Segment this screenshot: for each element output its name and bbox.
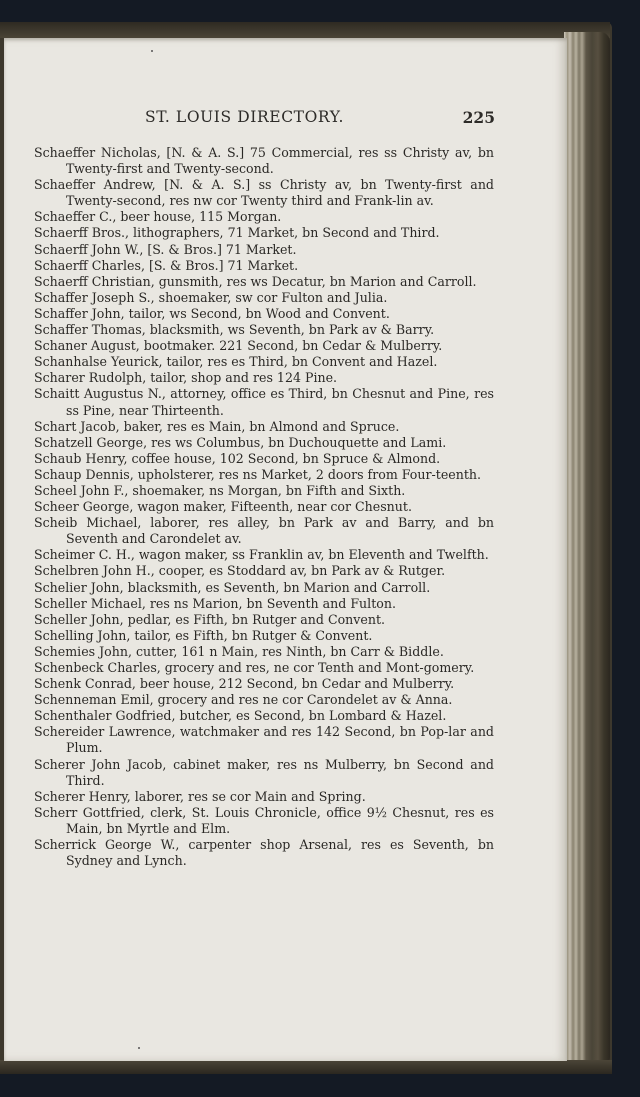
directory-entry: Scheib Michael, laborer, res alley, bn Park av and Barry, and bn Seventh and Carondelet av. (34, 515, 494, 547)
directory-entry: Schenbeck Charles, grocery and res, ne cor Tenth and Mont-gomery. (34, 660, 475, 675)
directory-entry: Schaerff Charles, [S. & Bros.] 71 Market. (34, 257, 299, 273)
directory-entry: Schereider Lawrence, watchmaker and res 142 Second, bn Pop-lar and Plum. (34, 724, 494, 756)
cover-bottom-edge (0, 1060, 612, 1074)
directory-entry: Schaerff Christian, gunsmith, res ws Decatur, bn Marion and Carroll. (34, 273, 477, 289)
directory-entry: Schenk Conrad, beer house, 212 Second, bn Cedar and Mulberry. (34, 676, 455, 692)
directory-entry: Schatzell George, res ws Columbus, bn Duchouquette and Lami. (34, 434, 447, 450)
directory-entry: Scherr Gottfried, clerk, St. Louis Chronicle, office 9½ Chesnut, res es Main, bn Myrtle and Elm. (34, 804, 494, 836)
directory-entry: Schaeffer C., beer house, 115 Morgan. (34, 209, 282, 225)
directory-entry: Schelling John, tailor, es Fifth, bn Rutger & Convent. (34, 627, 373, 643)
directory-entry: Schaerff Bros., lithographers, 71 Market, bn Second and Third. (34, 225, 440, 241)
directory-entry: Scherrick George W., carpenter shop Arsenal, res es Seventh, bn Sydney and Lynch. (34, 837, 494, 869)
paper-speck (151, 50, 153, 52)
directory-entry: Scheller John, pedlar, es Fifth, bn Rutger and Convent. (34, 611, 386, 627)
directory-entry: Scheller Michael, res ns Marion, bn Seventh and Fulton. (34, 595, 396, 611)
directory-entry: Scheel John F., shoemaker, ns Morgan, bn Fifth and Sixth. (34, 482, 406, 498)
directory-entry: Schelbren John H., cooper, es Stoddard av, bn Park av & Rutger. (34, 563, 446, 579)
directory-entry: Scheimer C. H., wagon maker, ss Franklin av, bn Eleventh and Twelfth. (34, 547, 489, 563)
directory-entry: Schenthaler Godfried, butcher, es Second, bn Lombard & Hazel. (34, 708, 447, 724)
page-edges (564, 32, 610, 1067)
directory-entry: Schaerff John W., [S. & Bros.] 71 Market. (34, 241, 297, 257)
directory-entry: Schaeffer Andrew, [N. & A. S.] ss Christy av, bn Twenty-first and Twenty-second, res nw cor Twenty third and Frank-lin av. (34, 177, 494, 209)
directory-entry: Schaffer John, tailor, ws Second, bn Wood and Convent. (34, 305, 390, 321)
directory-entry: Schaup Dennis, upholsterer, res ns Market, 2 doors from Four-teenth. (34, 466, 482, 482)
directory-entries (34, 145, 494, 869)
directory-entry: Schaffer Thomas, blacksmith, ws Seventh, bn Park av & Barry. (34, 322, 435, 338)
directory-entry: Schaub Henry, coffee house, 102 Second, bn Spruce & Almond. (34, 450, 441, 466)
directory-entry: Schaeffer Nicholas, [N. & A. S.] 75 Commercial, res ss Christy av, bn Twenty-first and Twenty-second. (34, 145, 494, 177)
directory-entry: Scheer George, wagon maker, Fifteenth, near cor Chesnut. (34, 499, 412, 515)
directory-entry: Schemies John, cutter, 161 n Main, res Ninth, bn Carr & Biddle. (34, 643, 444, 659)
page-header (145, 108, 495, 128)
directory-entry: Scharer Rudolph, tailor, shop and res 124 Pine. (34, 370, 338, 386)
directory-entry: Scherer John Jacob, cabinet maker, res ns Mulberry, bn Second and Third. (34, 756, 494, 788)
running-title: ST. LOUIS DIRECTORY. (145, 108, 345, 126)
directory-entry: Schaner August, bootmaker. 221 Second, bn Cedar & Mulberry. (34, 338, 443, 354)
directory-entry: Schenneman Emil, grocery and res ne cor Carondelet av & Anna. (34, 692, 453, 708)
directory-entry: Scherer Henry, laborer, res se cor Main and Spring. (34, 788, 366, 804)
directory-entry: Schart Jacob, baker, res es Main, bn Almond and Spruce. (34, 418, 400, 434)
directory-entry: Schaffer Joseph S., shoemaker, sw cor Fulton and Julia. (34, 289, 388, 305)
page-number: 225 (462, 108, 495, 127)
cover-top-edge (0, 22, 610, 38)
directory-entry: Schelier John, blacksmith, es Seventh, bn Marion and Carroll. (34, 579, 431, 595)
paper-speck (138, 1047, 140, 1049)
directory-entry: Schanhalse Yeurick, tailor, res es Third, bn Convent and Hazel. (34, 354, 438, 370)
directory-entry: Schaitt Augustus N., attorney, office es Third, bn Chesnut and Pine, res ss Pine, near Thirteenth. (34, 386, 494, 418)
